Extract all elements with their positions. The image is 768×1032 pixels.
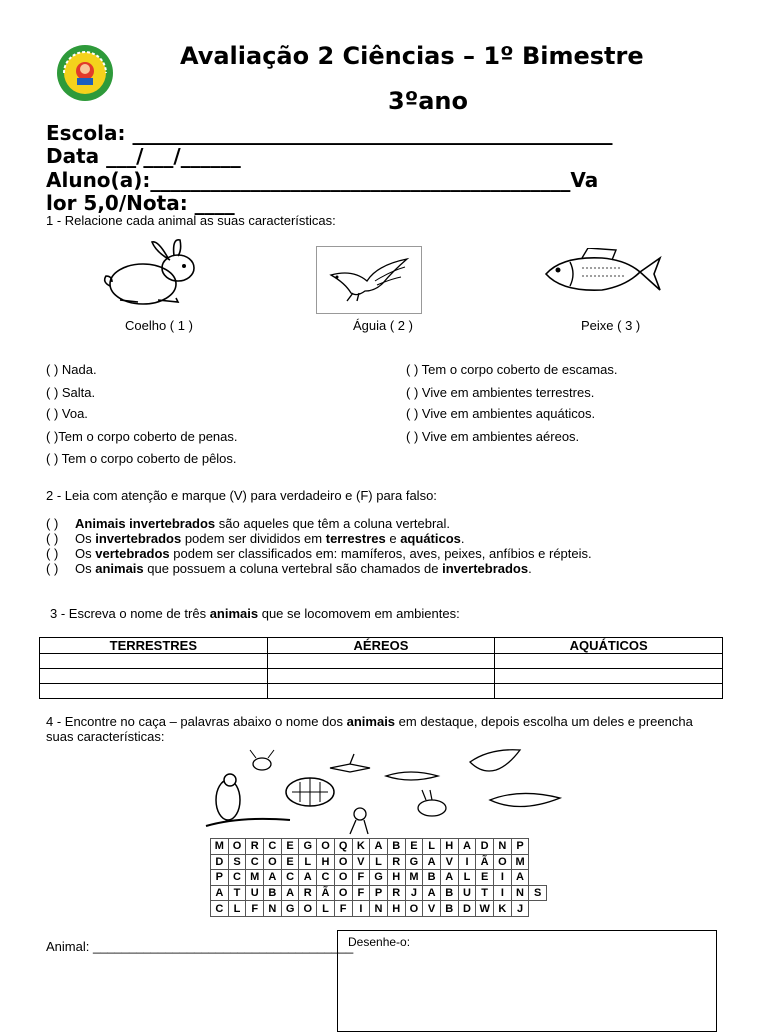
- word-search-cell[interactable]: I: [494, 870, 512, 886]
- bold-term: aquáticos: [400, 531, 461, 546]
- q2-statement: [46, 516, 592, 531]
- answer-cell[interactable]: [40, 669, 268, 684]
- word-search-cell[interactable]: A: [423, 885, 441, 901]
- word-search-cell[interactable]: B: [264, 885, 282, 901]
- word-search-cell[interactable]: A: [281, 885, 299, 901]
- word-search-cell[interactable]: J: [511, 901, 529, 917]
- q2-statement-list: [46, 516, 592, 576]
- word-search-cell[interactable]: E: [476, 870, 494, 886]
- word-search-cell[interactable]: F: [352, 885, 370, 901]
- q4-prompt-bold: animais: [346, 714, 396, 729]
- word-search-cell[interactable]: M: [211, 839, 229, 855]
- school-logo: [56, 44, 114, 102]
- word-search-row: [211, 854, 547, 870]
- word-search-cell[interactable]: B: [387, 839, 405, 855]
- statement-text: .: [460, 531, 465, 546]
- word-search-cell[interactable]: O: [334, 885, 352, 901]
- q1-right-item: ( ) Vive em ambientes terrestres.: [406, 385, 595, 400]
- statement-text: .: [528, 561, 532, 576]
- q1-right-item: ( ) Tem o corpo coberto de escamas.: [406, 362, 618, 377]
- statement-text: Os: [75, 546, 96, 561]
- word-search-cell[interactable]: E: [281, 854, 299, 870]
- q2-prompt: 2 - Leia com atenção e marque (V) para verdadeiro e (F) para falso:: [46, 488, 437, 503]
- word-search-cell[interactable]: G: [281, 901, 299, 917]
- word-search-cell[interactable]: U: [458, 885, 476, 901]
- answer-cell[interactable]: [267, 684, 495, 699]
- word-search-cell[interactable]: C: [211, 901, 229, 917]
- q1-left-item: ( ) Nada.: [46, 362, 97, 377]
- page-title: Avaliação 2 Ciências – 1º Bimestre: [180, 42, 644, 70]
- drawing-box[interactable]: [337, 930, 717, 1032]
- word-search-cell[interactable]: C: [264, 839, 282, 855]
- word-search-cell[interactable]: H: [387, 901, 405, 917]
- bold-term: terrestres: [325, 531, 386, 546]
- answer-cell[interactable]: [267, 669, 495, 684]
- statement-text: Os: [75, 531, 96, 546]
- col-aquaticos: AQUÁTICOS: [495, 638, 723, 654]
- word-search-row: [211, 839, 547, 855]
- rabbit-icon: [98, 236, 206, 310]
- word-search-cell[interactable]: E: [281, 839, 299, 855]
- word-search-cell[interactable]: M: [405, 870, 423, 886]
- bold-term: Animais invertebrados: [75, 516, 216, 531]
- answer-cell[interactable]: [40, 654, 268, 669]
- word-search-cell[interactable]: A: [440, 870, 458, 886]
- word-search-cell[interactable]: C: [281, 870, 299, 886]
- word-search-cell[interactable]: F: [352, 870, 370, 886]
- answer-parenthesis[interactable]: ( ): [46, 546, 59, 561]
- q3-prompt: [50, 606, 460, 621]
- animal-label-aguia: Águia ( 2 ): [353, 318, 413, 333]
- word-search-grid: [210, 838, 547, 917]
- q1-left-item: ( ) Salta.: [46, 385, 96, 400]
- word-search-cell[interactable]: M: [246, 870, 264, 886]
- statement-text: Os: [75, 561, 96, 576]
- answer-parenthesis[interactable]: ( ): [46, 516, 59, 531]
- word-search-cell[interactable]: F: [246, 901, 264, 917]
- drawing-box-label: Desenhe-o:: [348, 935, 411, 949]
- word-search-cell[interactable]: O: [494, 854, 512, 870]
- answer-cell[interactable]: [40, 684, 268, 699]
- word-search-cell[interactable]: L: [370, 854, 388, 870]
- q1-left-item: ( ) Voa.: [46, 406, 88, 421]
- q2-statement: [46, 531, 592, 546]
- q1-right-item: ( ) Vive em ambientes aéreos.: [406, 429, 580, 444]
- word-search-row: [211, 885, 547, 901]
- word-search-cell[interactable]: O: [299, 901, 317, 917]
- animals-illustration: [200, 744, 572, 836]
- col-aereos: AÉREOS: [267, 638, 495, 654]
- word-search-cell[interactable]: C: [228, 870, 246, 886]
- word-search-cell[interactable]: B: [440, 901, 458, 917]
- q2-statement: [46, 546, 592, 561]
- q1-prompt: 1 - Relacione cada animal as suas características:: [46, 213, 336, 228]
- word-search-cell[interactable]: A: [370, 839, 388, 855]
- word-search-cell[interactable]: L: [317, 901, 335, 917]
- word-search-cell[interactable]: H: [440, 839, 458, 855]
- word-search-cell[interactable]: Q: [334, 839, 352, 855]
- q1-left-item: ( )Tem o corpo coberto de penas.: [46, 429, 238, 444]
- word-search-cell[interactable]: C: [317, 870, 335, 886]
- word-search-cell[interactable]: I: [494, 885, 512, 901]
- word-search-cell[interactable]: Ã: [317, 885, 335, 901]
- word-search-cell[interactable]: G: [299, 839, 317, 855]
- word-search-cell[interactable]: Ã: [476, 854, 494, 870]
- table-row: [40, 669, 723, 684]
- answer-parenthesis[interactable]: ( ): [46, 561, 59, 576]
- data-line: Data ___/___/______: [46, 144, 241, 168]
- word-search-cell[interactable]: S: [529, 885, 547, 901]
- answer-parenthesis[interactable]: ( ): [46, 531, 59, 546]
- bold-term: animais: [95, 561, 144, 576]
- word-search-cell[interactable]: L: [458, 870, 476, 886]
- statement-text: e: [385, 531, 401, 546]
- table-row: [40, 654, 723, 669]
- word-search-cell[interactable]: K: [494, 901, 512, 917]
- answer-cell[interactable]: [495, 669, 723, 684]
- word-search-cell[interactable]: A: [423, 854, 441, 870]
- word-search-cell[interactable]: D: [211, 854, 229, 870]
- word-search-cell[interactable]: K: [352, 839, 370, 855]
- bold-term: invertebrados: [95, 531, 182, 546]
- q1-right-item: ( ) Vive em ambientes aquáticos.: [406, 406, 596, 421]
- statement-text: são aqueles que têm a coluna vertebral.: [215, 516, 451, 531]
- q1-left-item: ( ) Tem o corpo coberto de pêlos.: [46, 451, 237, 466]
- word-search-cell[interactable]: V: [440, 854, 458, 870]
- word-search-cell[interactable]: G: [405, 854, 423, 870]
- word-search-cell[interactable]: N: [370, 901, 388, 917]
- word-search-cell[interactable]: T: [476, 885, 494, 901]
- q4-prompt: [46, 714, 693, 729]
- eagle-icon: [316, 246, 422, 314]
- word-search-cell[interactable]: H: [317, 854, 335, 870]
- statement-text: podem ser classificados em: mamíferos, aves, peixes, anfíbios e répteis.: [169, 546, 592, 561]
- word-search-cell[interactable]: N: [264, 901, 282, 917]
- fish-icon: [542, 248, 662, 300]
- word-search-cell[interactable]: B: [423, 870, 441, 886]
- statement-text: que possuem a coluna vertebral são chamados de: [143, 561, 443, 576]
- word-search-cell[interactable]: R: [387, 885, 405, 901]
- word-search-cell[interactable]: R: [299, 885, 317, 901]
- word-search-cell[interactable]: O: [334, 870, 352, 886]
- statement-text: podem ser divididos em: [181, 531, 326, 546]
- word-search-cell[interactable]: A: [211, 885, 229, 901]
- word-search-cell[interactable]: L: [299, 854, 317, 870]
- answer-cell[interactable]: [267, 654, 495, 669]
- word-search-cell[interactable]: D: [476, 839, 494, 855]
- word-search-cell[interactable]: I: [458, 854, 476, 870]
- word-search-cell[interactable]: L: [423, 839, 441, 855]
- q3-answer-table: [39, 637, 723, 699]
- q4-prompt-line2: suas características:: [46, 729, 165, 744]
- word-search-cell[interactable]: C: [246, 854, 264, 870]
- word-search-cell[interactable]: P: [511, 839, 529, 855]
- animal-answer-line[interactable]: Animal: ____________________________________: [46, 939, 354, 954]
- word-search-cell[interactable]: F: [334, 901, 352, 917]
- word-search-cell[interactable]: V: [423, 901, 441, 917]
- word-search-cell[interactable]: W: [476, 901, 494, 917]
- word-search-cell[interactable]: N: [511, 885, 529, 901]
- word-search-cell[interactable]: G: [370, 870, 388, 886]
- word-search-cell[interactable]: S: [228, 854, 246, 870]
- word-search-cell[interactable]: T: [228, 885, 246, 901]
- word-search-cell[interactable]: M: [511, 854, 529, 870]
- aluno-line: Aluno(a):__________________________________________Va: [46, 168, 599, 192]
- word-search-cell[interactable]: O: [334, 854, 352, 870]
- word-search-row: [211, 870, 547, 886]
- word-search-cell[interactable]: B: [440, 885, 458, 901]
- animal-label-peixe: Peixe ( 3 ): [581, 318, 641, 333]
- word-search-cell[interactable]: N: [494, 839, 512, 855]
- bold-term: vertebrados: [95, 546, 170, 561]
- valor-line: lor 5,0/Nota: ____: [46, 191, 235, 215]
- word-search-cell[interactable]: U: [246, 885, 264, 901]
- bold-term: invertebrados: [442, 561, 529, 576]
- word-search-cell[interactable]: V: [352, 854, 370, 870]
- table-row: [40, 684, 723, 699]
- word-search-cell[interactable]: R: [387, 854, 405, 870]
- answer-cell[interactable]: [495, 654, 723, 669]
- q4-prompt-end: em destaque, depois escolha um deles e preencha: [395, 714, 693, 729]
- word-search-cell[interactable]: O: [264, 854, 282, 870]
- word-search-cell[interactable]: D: [458, 901, 476, 917]
- word-search-cell[interactable]: A: [458, 839, 476, 855]
- q3-prompt-start: 3 - Escreva o nome de três: [50, 606, 210, 621]
- word-search-cell[interactable]: A: [264, 870, 282, 886]
- word-search-cell[interactable]: O: [405, 901, 423, 917]
- word-search-row: [211, 901, 547, 917]
- q4-prompt-start: 4 - Encontre no caça – palavras abaixo o nome dos: [46, 714, 347, 729]
- word-search-cell[interactable]: A: [299, 870, 317, 886]
- word-search-cell[interactable]: J: [405, 885, 423, 901]
- word-search-cell[interactable]: P: [370, 885, 388, 901]
- q2-statement: [46, 561, 592, 576]
- word-search-cell[interactable]: A: [511, 870, 529, 886]
- word-search-cell[interactable]: O: [317, 839, 335, 855]
- word-search-cell[interactable]: R: [246, 839, 264, 855]
- word-search-cell[interactable]: P: [211, 870, 229, 886]
- q3-prompt-bold: animais: [209, 606, 259, 621]
- grade-title: 3ºano: [388, 87, 469, 115]
- word-search-cell[interactable]: L: [228, 901, 246, 917]
- word-search-cell[interactable]: O: [228, 839, 246, 855]
- word-search-cell[interactable]: I: [352, 901, 370, 917]
- word-search-cell[interactable]: E: [405, 839, 423, 855]
- animal-label-coelho: Coelho ( 1 ): [125, 318, 193, 333]
- col-terrestres: TERRESTRES: [40, 638, 268, 654]
- word-search-cell[interactable]: H: [387, 870, 405, 886]
- q3-prompt-end: que se locomovem em ambientes:: [258, 606, 460, 621]
- answer-cell[interactable]: [495, 684, 723, 699]
- escola-line: Escola: ________________________________________________: [46, 121, 613, 145]
